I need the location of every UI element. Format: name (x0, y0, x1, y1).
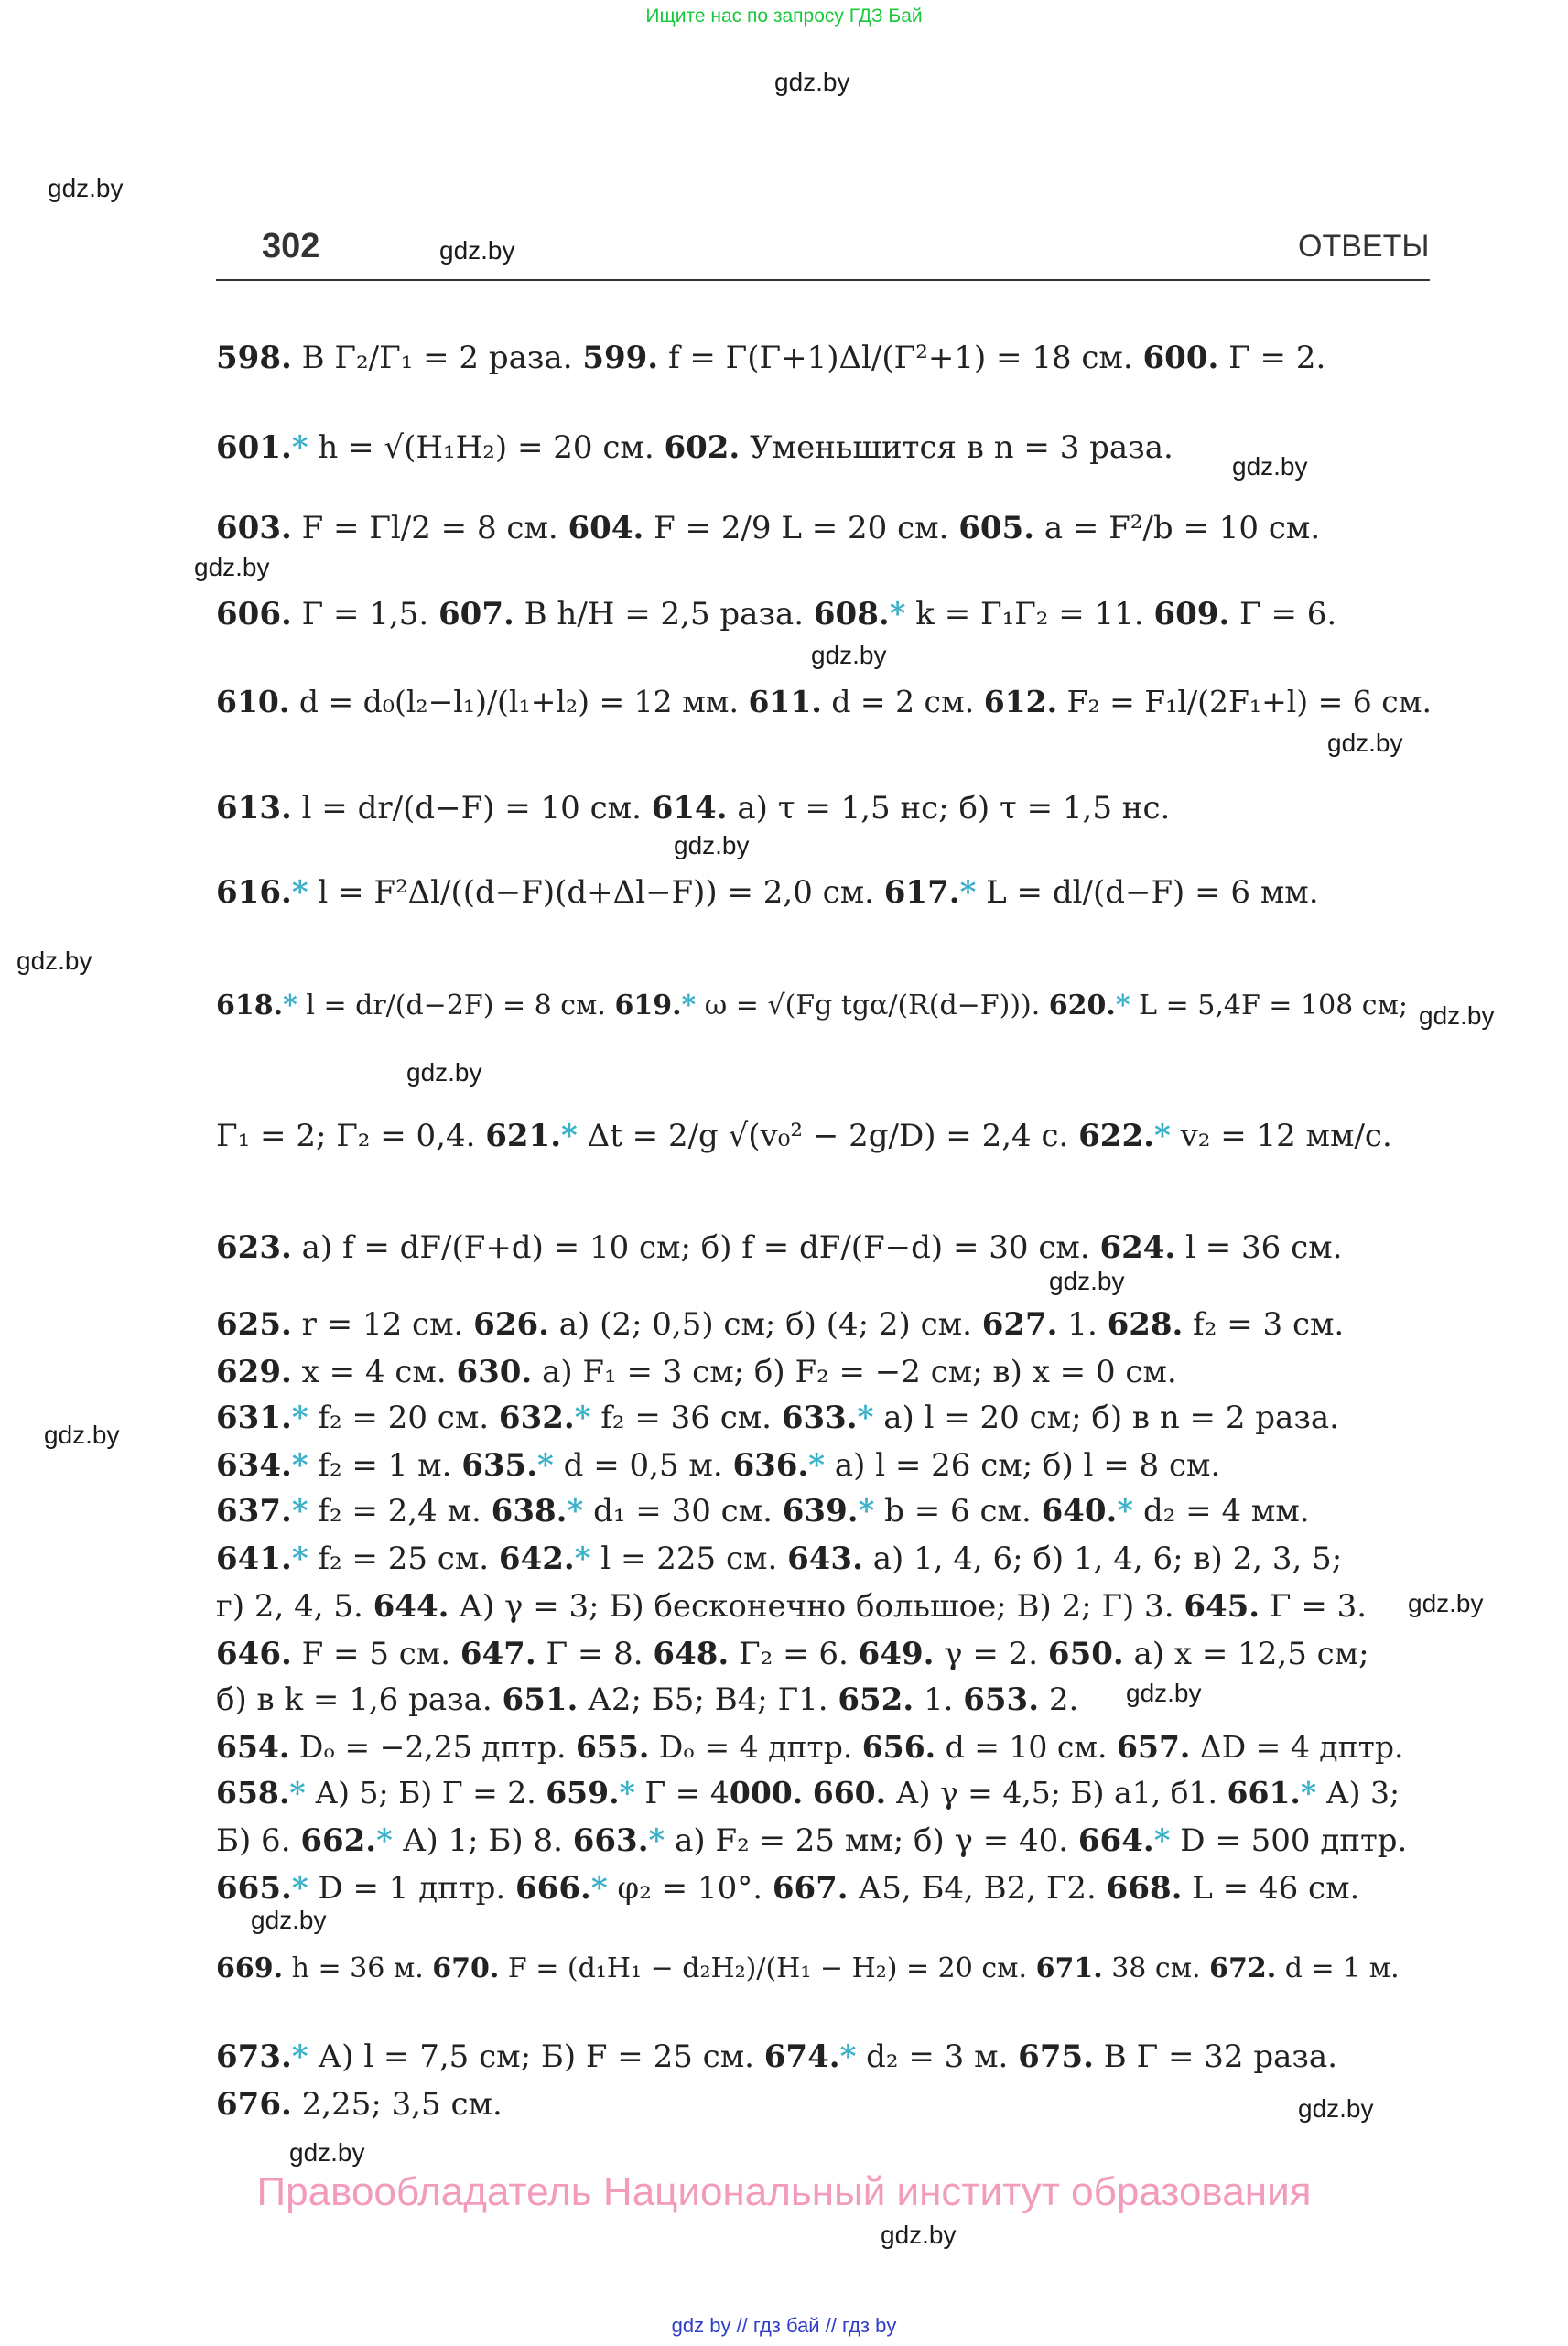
watermark: gdz.by (194, 553, 270, 581)
watermark: gdz.by (1049, 1267, 1125, 1295)
watermark: gdz.by (774, 68, 850, 96)
answer-line: 629. x = 4 см. 630. а) F₁ = 3 см; б) F₂ = −2 см; в) x = 0 см. (216, 1354, 1177, 1390)
top-banner[interactable]: Ищите нас по запросу ГДЗ Бай (645, 5, 923, 27)
bottom-links[interactable]: gdz by // гдз бай // гдз by (671, 2314, 897, 2337)
answer-line: 676. 2,25; 3,5 см. (216, 2086, 503, 2123)
section-title: ОТВЕТЫ (1298, 229, 1430, 264)
answer-line: 623. а) f = dF/(F+d) = 10 см; б) f = dF/(F−d) = 30 см. 624. l = 36 см. (216, 1229, 1343, 1266)
answer-line: 658.* А) 5; Б) Γ = 2. 659.* Γ = 4000. 660. А) γ = 4,5; Б) а1, б1. 661.* А) 3; (216, 1775, 1400, 1811)
watermark: gdz.by (48, 174, 124, 202)
watermark: gdz.by (1126, 1679, 1202, 1707)
answer-line: г) 2, 4, 5. 644. А) γ = 3; Б) бесконечно большое; В) 2; Г) 3. 645. Γ = 3. (216, 1588, 1368, 1625)
answer-line: 631.* f₂ = 20 см. 632.* f₂ = 36 см. 633.* а) l = 20 см; б) в n = 2 раза. (216, 1400, 1339, 1436)
answer-line: 641.* f₂ = 25 см. 642.* l = 225 см. 643. а) 1, 4, 6; б) 1, 4, 6; в) 2, 3, 5; (216, 1541, 1343, 1577)
answer-line: 634.* f₂ = 1 м. 635.* d = 0,5 м. 636.* а) l = 26 см; б) l = 8 см. (216, 1447, 1221, 1484)
answer-line: 654. Dₒ = −2,25 дптр. 655. Dₒ = 4 дптр. 656. d = 10 см. 657. ΔD = 4 дптр. (216, 1729, 1404, 1765)
watermark: gdz.by (1232, 452, 1308, 481)
answer-line: 616.* l = F²Δl/((d−F)(d+Δl−F)) = 2,0 см. 617.* L = dl/(d−F) = 6 мм. (216, 874, 1319, 911)
answer-line: 669. h = 36 м. 670. F = (d₁H₁ − d₂H₂)/(H₁ − H₂) = 20 см. 671. 38 см. 672. d = 1 м. (216, 1952, 1400, 1984)
answer-line: 625. r = 12 см. 626. а) (2; 0,5) см; б) (4; 2) см. 627. 1. 628. f₂ = 3 см. (216, 1306, 1345, 1343)
answer-line: 618.* l = dr/(d−2F) = 8 см. 619.* ω = √(Fg tgα/(R(d−F))). 620.* L = 5,4F = 108 см; (216, 989, 1409, 1022)
watermark: gdz.by (881, 2221, 957, 2249)
answer-line: 610. d = d₀(l₂−l₁)/(l₁+l₂) = 12 мм. 611. d = 2 см. 612. F₂ = F₁l/(2F₁+l) = 6 см. (216, 684, 1432, 719)
answer-line: б) в k = 1,6 раза. 651. А2; Б5; В4; Г1. 652. 1. 653. 2. (216, 1681, 1079, 1718)
watermark: gdz.by (674, 831, 750, 859)
header-divider (216, 279, 1430, 281)
answer-line: 601.* h = √(H₁H₂) = 20 см. 602. Уменьшится в n = 3 раза. (216, 429, 1173, 466)
watermark: gdz.by (1408, 1589, 1484, 1617)
answer-line: 637.* f₂ = 2,4 м. 638.* d₁ = 30 см. 639.* b = 6 см. 640.* d₂ = 4 мм. (216, 1493, 1310, 1530)
watermark: gdz.by (1419, 1001, 1495, 1030)
answer-line: Б) 6. 662.* А) 1; Б) 8. 663.* а) F₂ = 25 мм; б) γ = 40. 664.* D = 500 дптр. (216, 1822, 1408, 1859)
watermark: gdz.by (439, 236, 515, 265)
watermark: gdz.by (1327, 729, 1403, 757)
answer-line: 665.* D = 1 дптр. 666.* φ₂ = 10°. 667. А5, Б4, В2, Г2. 668. L = 46 см. (216, 1870, 1360, 1907)
watermark: gdz.by (44, 1421, 120, 1449)
rights-holder-notice: Правообладатель Национальный институт образования (256, 2169, 1312, 2214)
answer-line: 673.* А) l = 7,5 см; Б) F = 25 см. 674.* d₂ = 3 м. 675. В Γ = 32 раза. (216, 2038, 1338, 2075)
answer-line: 598. В Γ₂/Γ₁ = 2 раза. 599. f = Γ(Γ+1)Δl/(Γ²+1) = 18 см. 600. Γ = 2. (216, 340, 1326, 376)
answer-line: 606. Γ = 1,5. 607. В h/H = 2,5 раза. 608.* k = Γ₁Γ₂ = 11. 609. Γ = 6. (216, 596, 1337, 632)
watermark: gdz.by (406, 1058, 482, 1087)
answer-line: Γ₁ = 2; Γ₂ = 0,4. 621.* Δt = 2/g √(v₀² − 2g/D) = 2,4 с. 622.* v₂ = 12 мм/с. (216, 1118, 1392, 1154)
watermark: gdz.by (811, 641, 887, 669)
watermark: gdz.by (251, 1906, 327, 1934)
watermark: gdz.by (1298, 2094, 1374, 2123)
answer-line: 613. l = dr/(d−F) = 10 см. 614. а) τ = 1,5 нс; б) τ = 1,5 нс. (216, 790, 1171, 827)
page-number: 302 (262, 227, 320, 265)
watermark: gdz.by (289, 2138, 365, 2167)
answer-line: 603. F = Γl/2 = 8 см. 604. F = 2/9 L = 20 см. 605. a = F²/b = 10 см. (216, 510, 1321, 546)
watermark: gdz.by (16, 946, 92, 975)
answer-line: 646. F = 5 см. 647. Γ = 8. 648. Γ₂ = 6. 649. γ = 2. 650. а) x = 12,5 см; (216, 1636, 1369, 1672)
